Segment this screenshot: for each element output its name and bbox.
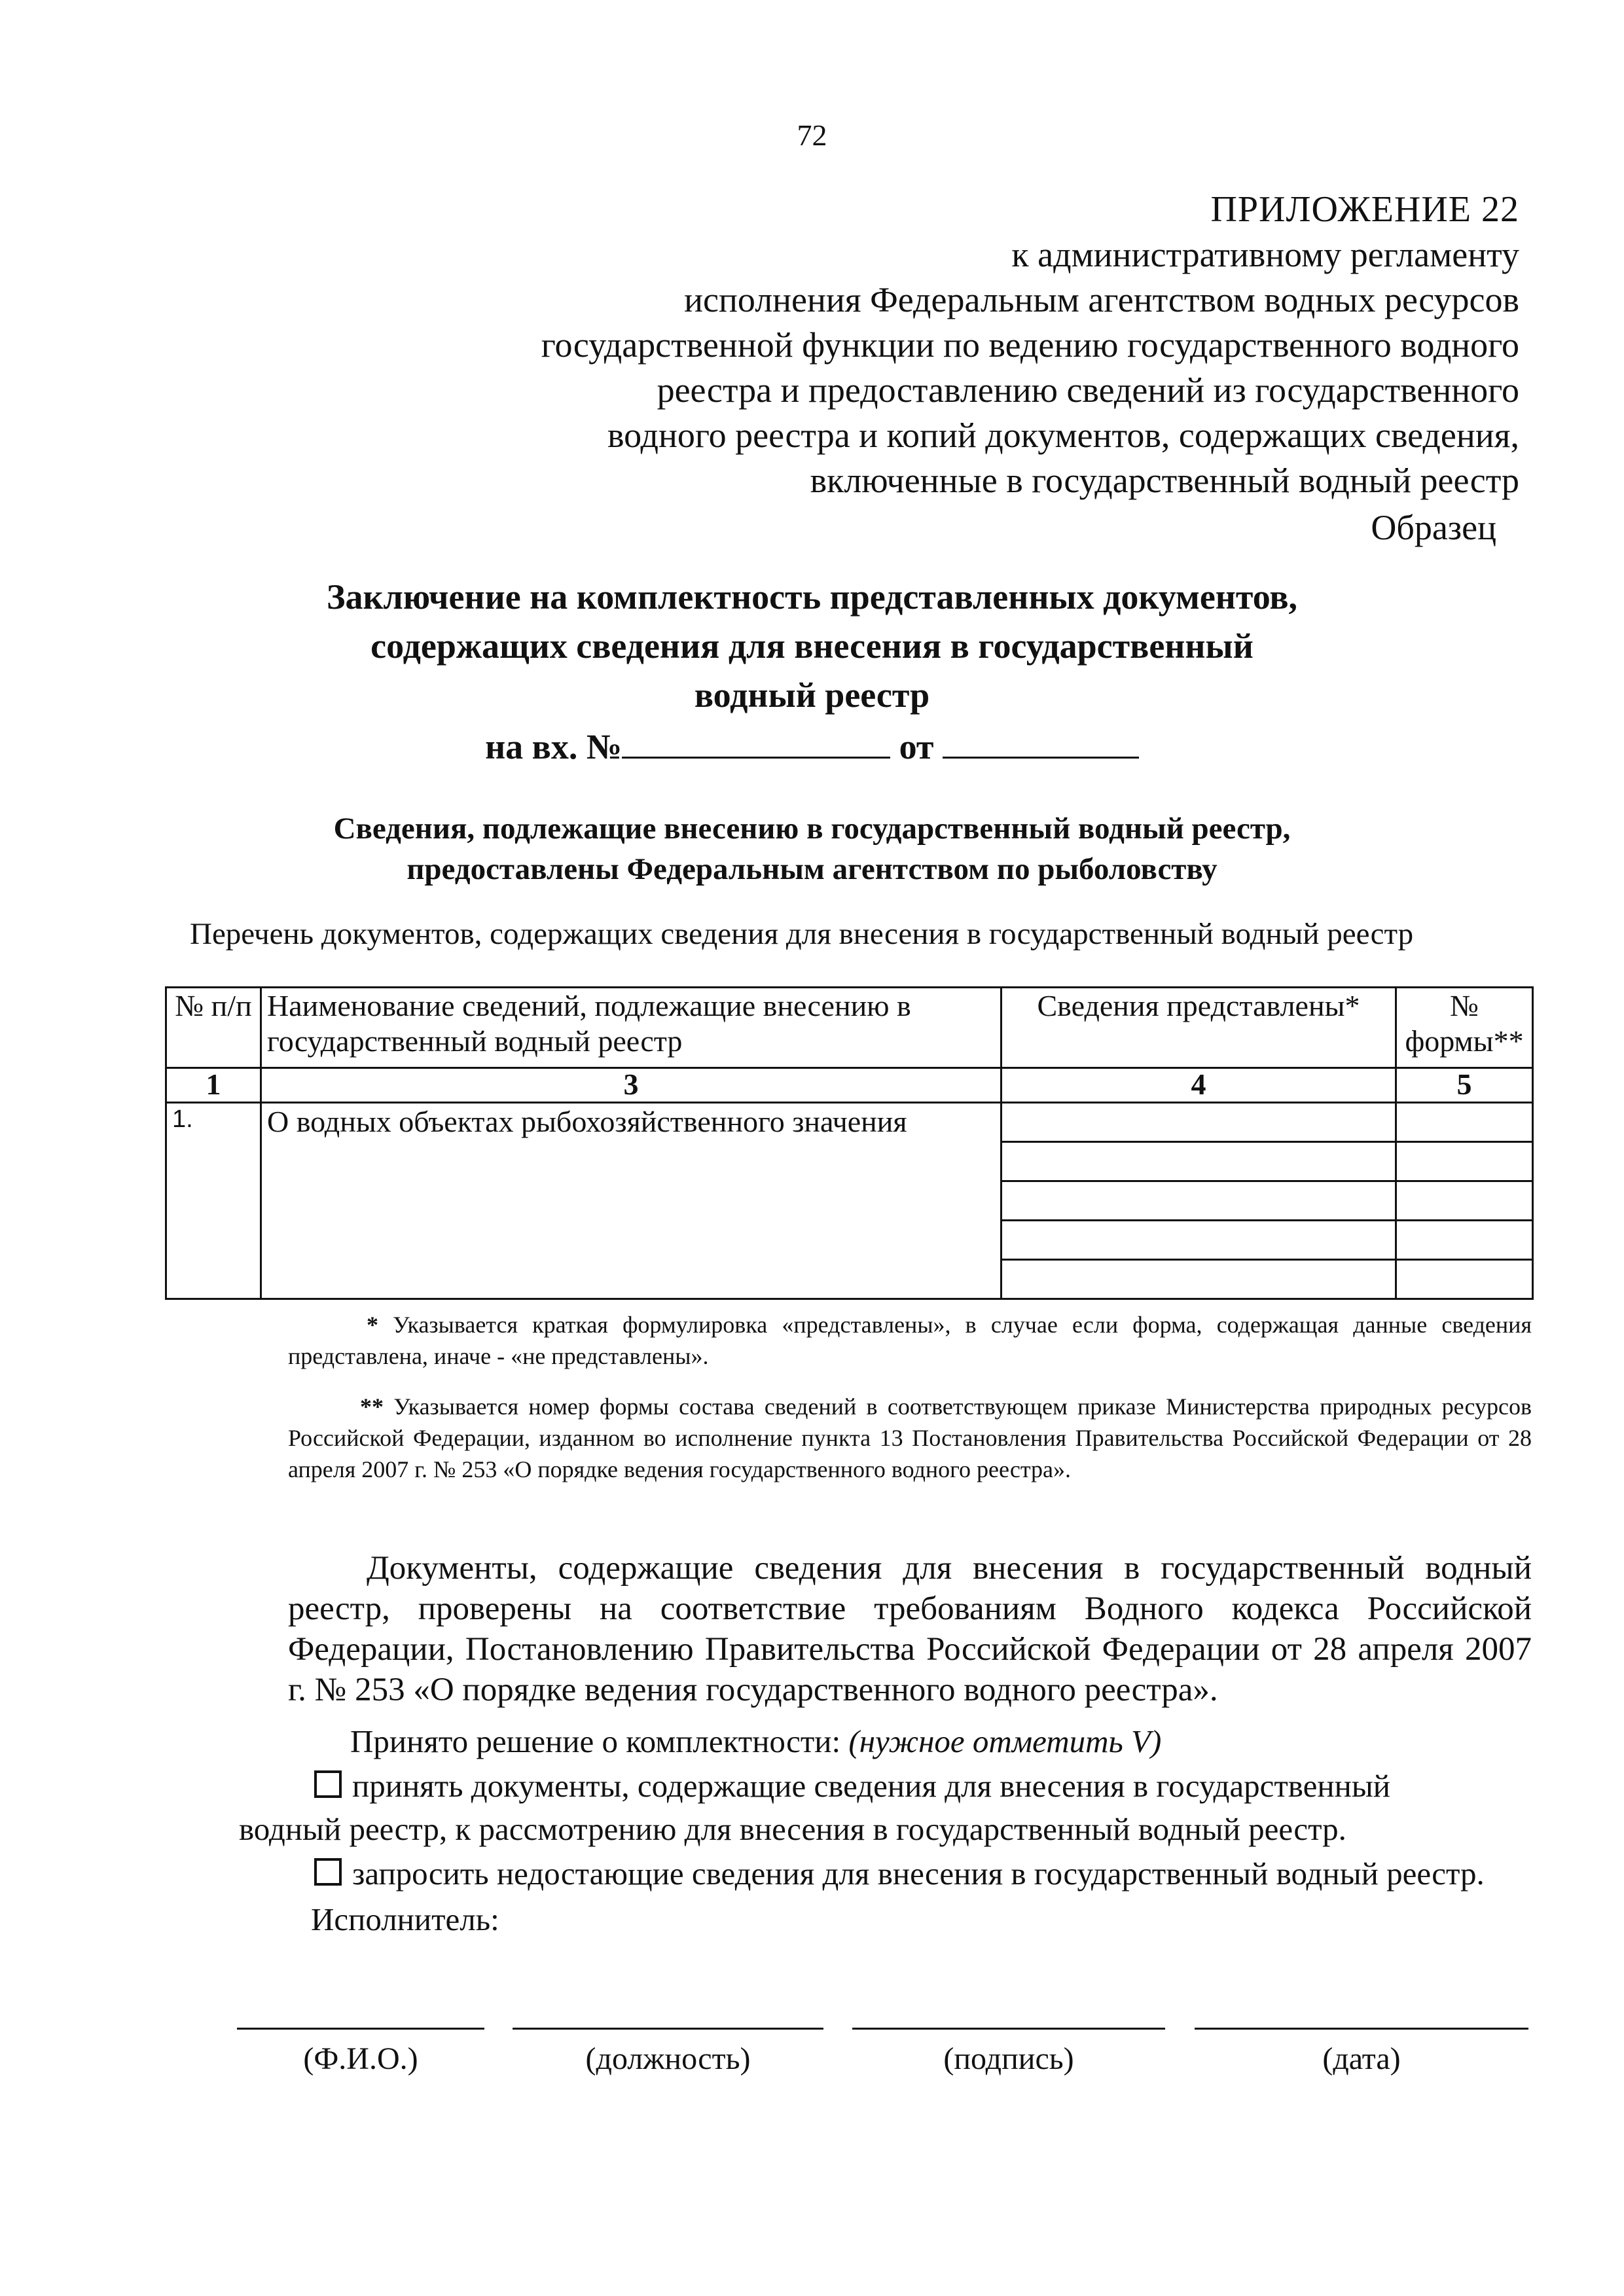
header-cell-name: Наименование сведений, подлежащие внесению в государственный водный реестр: [261, 988, 1001, 1068]
appendix-line: водного реестра и копий документов, содержащих сведения,: [607, 416, 1519, 455]
page-number: 72: [797, 118, 827, 152]
appendix-line: государственной функции по ведению государственного водного: [541, 325, 1519, 365]
column-number: 1: [166, 1068, 261, 1103]
appendix-block: [541, 187, 1519, 503]
option-request-text: запросить недостающие сведения для внесения в государственный водный реестр.: [352, 1856, 1485, 1892]
verification-paragraph: Документы, содержащие сведения для внесения в государственный водный реестр, проверены на соответствие требованиям Водного кодекса Российской Федерации, Постановлению Правительства Российской Федерации от 28 апреля 2007 г. № 253 «О порядке ведения государственного водного реестра».: [288, 1550, 1532, 1708]
footnote-1: [288, 1309, 1532, 1372]
appendix-line: исполнения Федеральным агентством водных ресурсов: [684, 280, 1519, 319]
provided-cells: [1001, 1103, 1396, 1299]
signature-line-position[interactable]: [513, 2028, 823, 2030]
provided-cell[interactable]: [1002, 1182, 1395, 1221]
decision-label: Принято решение о комплектности:: [350, 1723, 841, 1759]
incoming-number-label: на вх. №: [485, 727, 623, 766]
checkbox-icon[interactable]: [314, 1770, 342, 1798]
column-number: 5: [1396, 1068, 1533, 1103]
date-from-label: от: [899, 727, 934, 766]
signature-line-date[interactable]: [1195, 2028, 1528, 2030]
appendix-line: реестра и предоставлению сведений из государственного: [657, 370, 1519, 410]
document-title: [0, 573, 1624, 720]
footnote-text: Указывается краткая формулировка «представлены», в случае если форма, содержащая данные сведения представлена, иначе - «не представлены».: [288, 1312, 1532, 1369]
subtitle-line: предоставлены Федеральным агентством по рыболовству: [406, 852, 1218, 886]
executor-label: Исполнитель:: [311, 1901, 499, 1937]
provided-cell[interactable]: [1002, 1103, 1395, 1143]
signature-label-position: (должность): [585, 2041, 751, 2076]
document-list-header: Перечень документов, содержащих сведения для внесения в государственный водный реестр: [190, 917, 1414, 951]
footnote-marker: **: [360, 1393, 384, 1420]
decision-heading: [350, 1723, 1161, 1760]
column-number: 3: [261, 1068, 1001, 1103]
signature-line-name[interactable]: [237, 2028, 484, 2030]
header-cell-provided: Сведения представлены*: [1001, 988, 1396, 1068]
form-number-cells: [1396, 1103, 1533, 1299]
incoming-reference: [0, 726, 1624, 767]
form-number-cell[interactable]: [1397, 1103, 1532, 1143]
form-number-cell[interactable]: [1397, 1143, 1532, 1182]
header-cell-form-number: № формы**: [1396, 988, 1533, 1068]
header-cell-number: № п/п: [166, 988, 261, 1068]
signature-label-name: (Ф.И.О.): [303, 2041, 418, 2076]
signature-label-date: (дата): [1322, 2041, 1401, 2076]
row-name: О водных объектах рыбохозяйственного значения: [261, 1103, 1001, 1299]
subtitle-line: Сведения, подлежащие внесению в государственный водный реестр,: [333, 812, 1291, 846]
appendix-line: к административному регламенту: [1011, 235, 1519, 274]
footnote-2: [288, 1391, 1532, 1485]
option-accept-continuation: водный реестр, к рассмотрению для внесения в государственный водный реестр.: [239, 1811, 1346, 1847]
checkbox-icon[interactable]: [314, 1858, 342, 1886]
row-number: 1.: [166, 1103, 261, 1299]
table-row: [166, 1103, 1533, 1299]
footnote-marker: *: [367, 1312, 378, 1338]
decision-hint: (нужное отметить V): [848, 1723, 1162, 1759]
sample-label: Образец: [1371, 508, 1496, 547]
documents-table: [165, 986, 1534, 1300]
appendix-title: ПРИЛОЖЕНИЕ 22: [1210, 189, 1519, 230]
option-accept[interactable]: [314, 1765, 1390, 1808]
form-number-cell[interactable]: [1397, 1182, 1532, 1221]
form-number-cell[interactable]: [1397, 1261, 1532, 1298]
title-line: содержащих сведения для внесения в государственный: [370, 626, 1254, 666]
incoming-number-field[interactable]: [622, 728, 890, 759]
provided-cell[interactable]: [1002, 1261, 1395, 1298]
subtitle: [0, 808, 1624, 889]
signature-label-signature: (подпись): [943, 2041, 1074, 2076]
appendix-line: включенные в государственный водный реестр: [810, 461, 1519, 500]
provided-cell[interactable]: [1002, 1221, 1395, 1261]
provided-cell[interactable]: [1002, 1143, 1395, 1182]
title-line: Заключение на комплектность представленных документов,: [326, 577, 1298, 617]
form-number-cell[interactable]: [1397, 1221, 1532, 1261]
option-accept-text: принять документы, содержащие сведения для внесения в государственный: [352, 1768, 1390, 1804]
table-header-row: [166, 988, 1533, 1068]
column-number: 4: [1001, 1068, 1396, 1103]
incoming-date-field[interactable]: [943, 728, 1139, 759]
footnote-text: Указывается номер формы состава сведений в соответствующем приказе Министерства природных ресурсов Российской Федерации, изданном во исполнение пункта 13 Постановления Правительства Российской Федерации от 28 апреля 2007 г. № 253 «О порядке ведения государственного водного реестра».: [288, 1393, 1532, 1482]
signature-line-signature[interactable]: [852, 2028, 1165, 2030]
column-number-row: [166, 1068, 1533, 1103]
option-request[interactable]: [314, 1852, 1485, 1895]
title-line: водный реестр: [694, 675, 930, 715]
